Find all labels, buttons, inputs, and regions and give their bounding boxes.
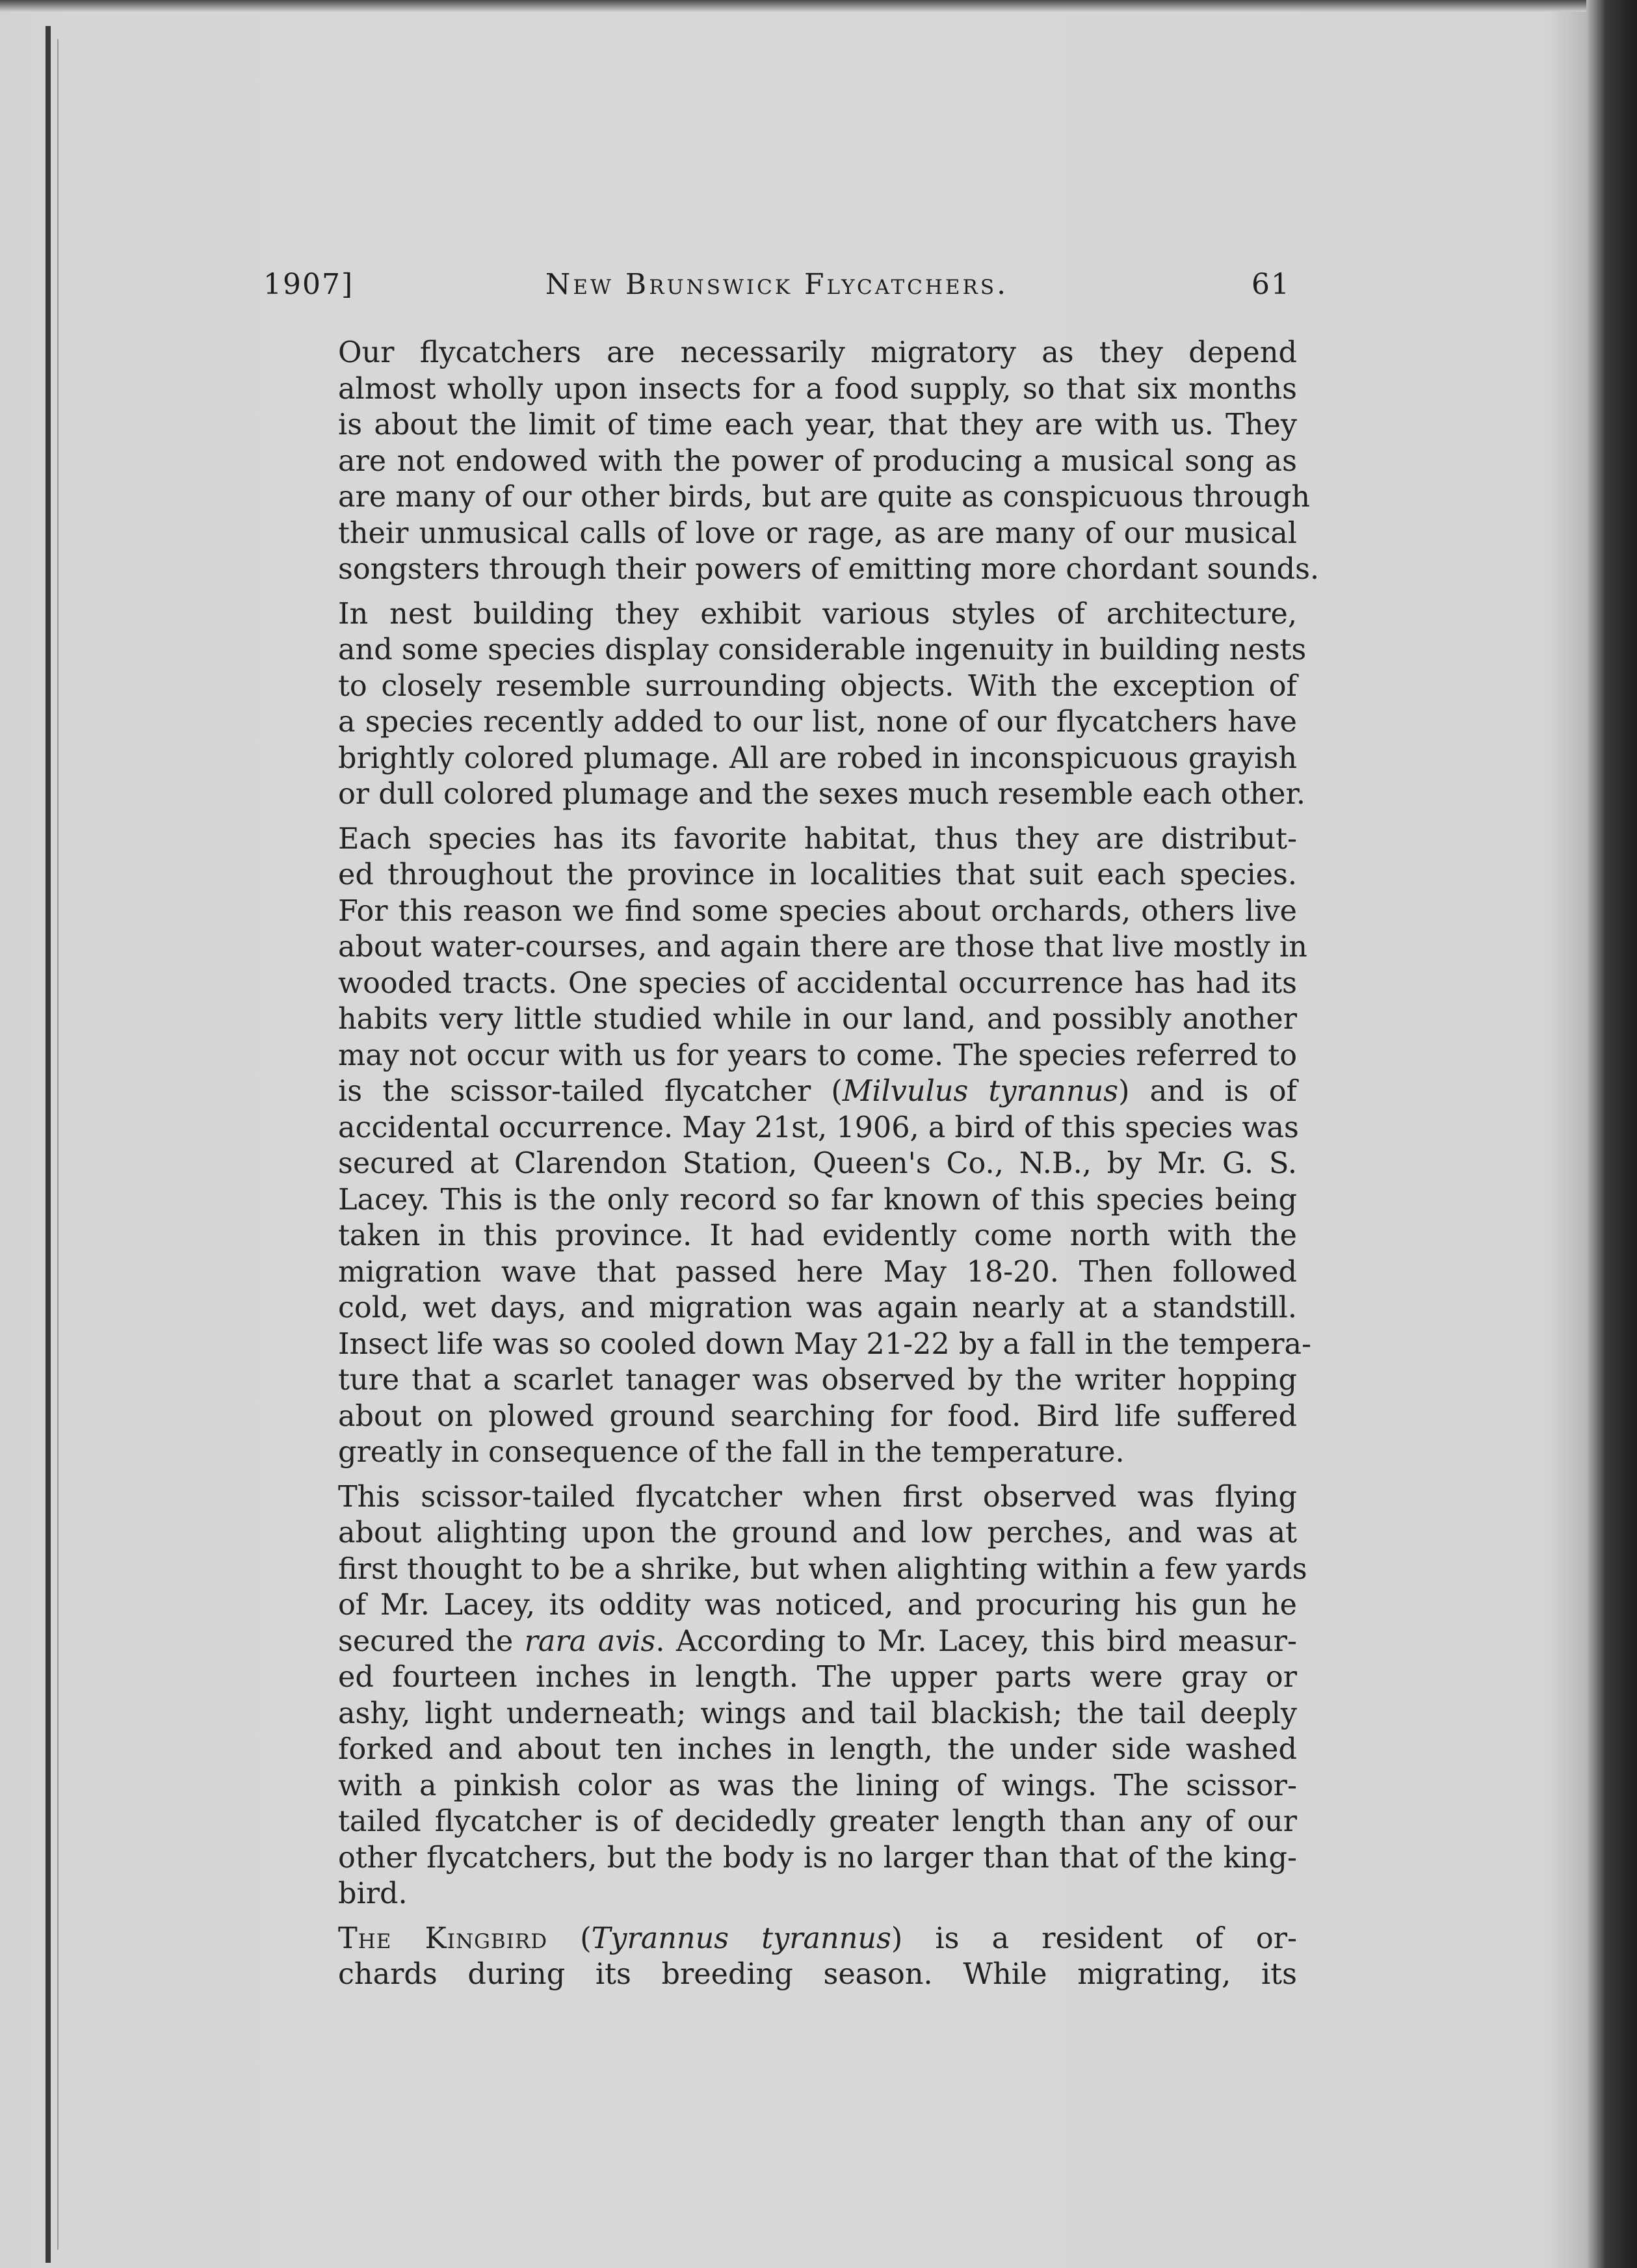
text-line: almost wholly upon insects for a food supply, so that six months — [338, 372, 1297, 406]
paragraph-kingbird — [263, 1921, 1297, 1993]
text-line: bird. — [338, 1877, 408, 1910]
text-run: . According to Mr. Lacey, this bird measur- — [655, 1624, 1297, 1658]
rara-avis-italic: rara avis — [524, 1624, 656, 1658]
text-line: In nest building they exhibit various styles of architecture, — [338, 597, 1297, 631]
text-line: or dull colored plumage and the sexes much resemble each other. — [338, 778, 1305, 811]
text-line: ashy, light underneath; wings and tail blackish; the tail deeply — [338, 1696, 1297, 1730]
body-text — [263, 335, 1320, 2001]
text-line-with-heading — [263, 1921, 1297, 1957]
text-line: habits very little studied while in our land, and possibly another — [338, 1003, 1297, 1036]
text-line: about on plowed ground searching for food. Bird life suffered — [338, 1399, 1297, 1433]
text-line: to closely resemble surrounding objects. With the exception of — [338, 669, 1297, 703]
text-line: greatly in consequence of the fall in the temperature. — [338, 1436, 1125, 1469]
text-run: ( — [547, 1921, 592, 1955]
page-number: 61 — [1251, 268, 1290, 301]
text-line: taken in this province. It had evidently come north with the — [338, 1219, 1297, 1252]
text-line: cold, wet days, and migration was again nearly at a standstill. — [338, 1291, 1297, 1325]
text-line: tailed flycatcher is of decidedly greater length than any of our — [338, 1805, 1297, 1838]
latin-name: Milvulus tyrannus — [842, 1075, 1119, 1108]
text-line: are many of our other birds, but are quite as conspicuous through — [338, 481, 1310, 514]
text-line: For this reason we find some species about orchards, others live — [338, 894, 1297, 928]
text-line: migration wave that passed here May 18-20. Then followed — [338, 1255, 1297, 1289]
text-line: brightly colored plumage. All are robed in inconspicuous grayish — [338, 741, 1297, 775]
text-line: is about the limit of time each year, that they are with us. They — [338, 408, 1297, 442]
text-run: is the scissor-tailed flycatcher ( — [338, 1075, 843, 1108]
paragraph-migration — [263, 335, 1320, 588]
text-line: may not occur with us for years to come. The species referred to — [338, 1038, 1297, 1072]
text-line: are not endowed with the power of producing a musical song as — [338, 444, 1297, 478]
text-line: other flycatchers, but the body is no larger than that of the king- — [338, 1841, 1297, 1875]
text-line: Insect life was so cooled down May 21-22 by a fall in the tempera- — [338, 1327, 1312, 1361]
text-line: Each species has its favorite habitat, thus they are distribut- — [338, 822, 1297, 856]
text-line: This scissor-tailed flycatcher when first observed was flying — [338, 1480, 1297, 1514]
latin-name: Tyrannus tyrannus — [591, 1921, 891, 1955]
text-run: ) is a resident of or- — [891, 1921, 1298, 1955]
text-line: and some species display considerable ingenuity in building nests — [338, 633, 1307, 666]
text-line: forked and about ten inches in length, the under side washed — [338, 1733, 1297, 1766]
text-line-with-latin-name — [263, 1074, 1297, 1110]
text-line: songsters through their powers of emitting more chordant sounds. — [338, 553, 1320, 586]
text-line: Our flycatchers are necessarily migratory as they depend — [338, 336, 1297, 369]
left-binding-rule-faint — [57, 39, 59, 2250]
header-title: New Brunswick Flycatchers. — [545, 268, 1009, 301]
text-line: ed throughout the province in localities that suit each species. — [338, 858, 1297, 891]
text-line: about alighting upon the ground and low perches, and was at — [338, 1516, 1297, 1549]
text-line: of Mr. Lacey, its oddity was noticed, and procuring his gun he — [338, 1589, 1297, 1622]
text-line: wooded tracts. One species of accidental occurrence has had its — [338, 966, 1297, 1000]
text-line: ed fourteen inches in length. The upper parts were gray or — [338, 1661, 1297, 1694]
header-year: 1907] — [263, 268, 354, 301]
species-heading: The Kingbird — [338, 1921, 548, 1955]
paragraph-scissor-tailed — [263, 1479, 1307, 1912]
text-line: secured at Clarendon Station, Queen's Co., N.B., by Mr. G. S. — [338, 1147, 1297, 1180]
text-line: a species recently added to our list, none of our flycatchers have — [338, 705, 1297, 739]
text-line-with-italic — [263, 1624, 1297, 1660]
top-shadow-edge — [0, 0, 1586, 12]
text-line: about water-courses, and again there are those that live mostly in — [338, 930, 1307, 964]
text-line: with a pinkish color as was the lining of wings. The scissor- — [338, 1769, 1297, 1802]
text-line: accidental occurrence. May 21st, 1906, a bird of this species was — [338, 1111, 1299, 1144]
paragraph-habitat — [263, 821, 1312, 1471]
text-run: secured the — [338, 1624, 525, 1658]
running-header — [263, 268, 1290, 307]
text-line: Lacey. This is the only record so far known of this species being — [338, 1183, 1297, 1217]
paragraph-nest-building — [263, 596, 1307, 813]
text-run: ) and is of — [1118, 1075, 1297, 1108]
text-line: ture that a scarlet tanager was observed by the writer hopping — [338, 1364, 1297, 1397]
left-binding-rule — [46, 26, 51, 2263]
text-line: chards during its breeding season. While migrating, its — [338, 1958, 1297, 1991]
text-line: their unmusical calls of love or rage, as are many of our musical — [338, 516, 1297, 550]
text-line: first thought to be a shrike, but when alighting within a few yards — [338, 1552, 1307, 1586]
